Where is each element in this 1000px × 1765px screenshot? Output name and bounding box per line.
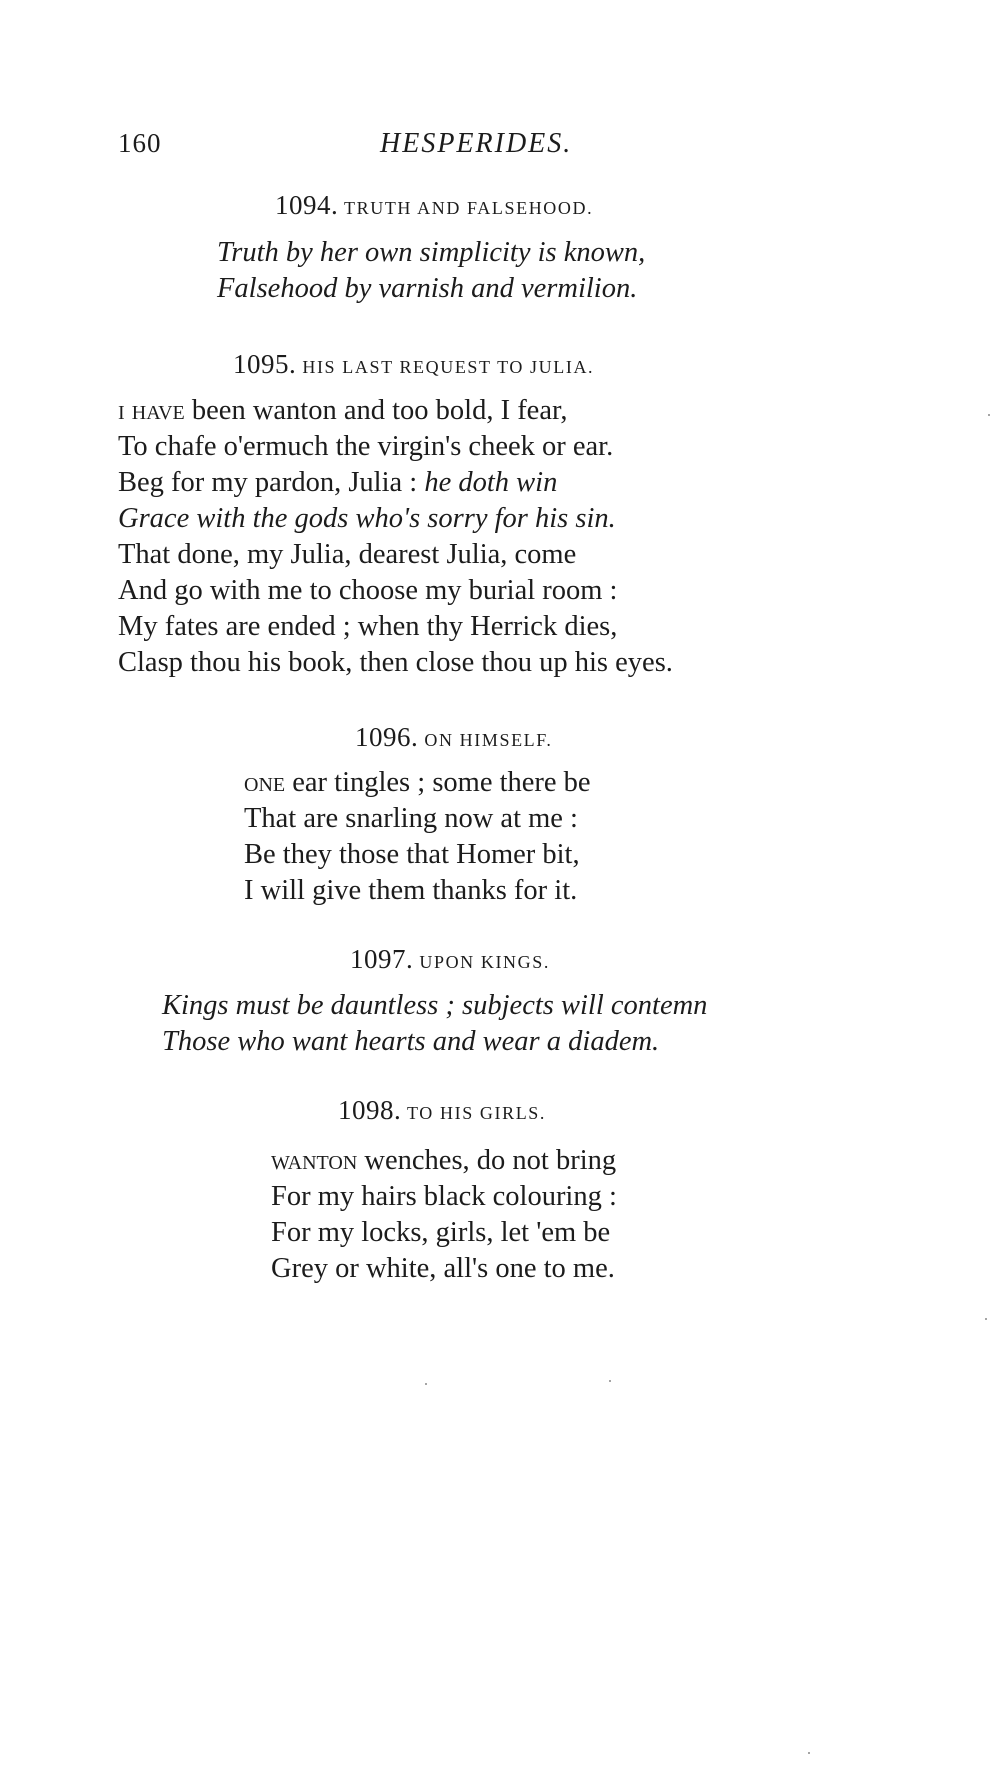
opening-word: one: [244, 767, 286, 798]
scan-speck: [425, 1383, 427, 1385]
stanza-1095: [118, 393, 673, 681]
stanza-1094: [217, 235, 645, 307]
poem-title-text: UPON KINGS.: [419, 952, 550, 972]
verse-line: [244, 765, 591, 801]
opening-word: i have: [118, 395, 185, 426]
verse-line-rest: been wanton and too bold, I fear,: [184, 395, 568, 426]
running-head: [118, 128, 888, 168]
scan-speck: [988, 414, 990, 416]
verse-line: [271, 1143, 617, 1179]
scan-speck: [808, 1752, 810, 1754]
poem-title-text: HIS LAST REQUEST TO JULIA.: [302, 357, 595, 377]
verse-line: Falsehood by varnish and vermilion.: [217, 273, 638, 304]
verse-line: Those who want hearts and wear a diadem.: [162, 1026, 660, 1057]
verse-line: For my hairs black colouring :: [271, 1181, 617, 1212]
verse-line-rest: ear tingles ; some there be: [285, 767, 591, 798]
verse-line: Kings must be dauntless ; subjects will contemn: [162, 990, 708, 1021]
verse-line-rest: wenches, do not bring: [357, 1145, 617, 1176]
verse-line: My fates are ended ; when thy Herrick dies,: [118, 611, 618, 642]
poem-title-1098: [338, 1095, 546, 1126]
verse-line: Grace with the gods who's sorry for his sin.: [118, 503, 616, 534]
opening-word: wanton: [271, 1145, 358, 1176]
poem-number: 1096.: [355, 722, 419, 752]
scan-speck: [985, 1318, 987, 1320]
poem-number: 1098.: [338, 1095, 402, 1125]
poem-title-text: TO HIS GIRLS.: [407, 1103, 547, 1123]
verse-line: And go with me to choose my burial room :: [118, 575, 618, 606]
verse-line: Grey or white, all's one to me.: [271, 1253, 615, 1284]
verse-line: Clasp thou his book, then close thou up his eyes.: [118, 647, 673, 678]
page-number: 160: [118, 128, 162, 158]
stanza-1097: [162, 988, 707, 1060]
verse-line: I will give them thanks for it.: [244, 875, 578, 906]
verse-line: That are snarling now at me :: [244, 803, 578, 834]
poem-title-1097: [350, 944, 550, 975]
poem-title-1096: [355, 722, 553, 753]
stanza-1098: [271, 1143, 617, 1287]
poem-title-1095: [233, 349, 594, 380]
stanza-1096: [244, 765, 591, 909]
poem-number: 1094.: [275, 190, 339, 220]
verse-line: That done, my Julia, dearest Julia, come: [118, 539, 577, 570]
verse-line: [118, 465, 673, 501]
verse-line: To chafe o'ermuch the virgin's cheek or ear.: [118, 431, 614, 462]
poem-title-text: ON HIMSELF.: [424, 730, 553, 750]
verse-line-italic: he doth win: [424, 467, 558, 498]
verse-line: Truth by her own simplicity is known,: [217, 237, 646, 268]
verse-line: For my locks, girls, let 'em be: [271, 1217, 611, 1248]
verse-line-roman: Beg for my pardon, Julia :: [118, 467, 418, 498]
poem-number: 1095.: [233, 349, 297, 379]
verse-line: [118, 393, 673, 429]
poem-number: 1097.: [350, 944, 414, 974]
running-title: HESPERIDES.: [380, 128, 573, 159]
scan-speck: [609, 1380, 611, 1382]
poem-title-text: TRUTH AND FALSEHOOD.: [344, 198, 594, 218]
poem-title-1094: [275, 190, 593, 221]
verse-line: Be they those that Homer bit,: [244, 839, 580, 870]
